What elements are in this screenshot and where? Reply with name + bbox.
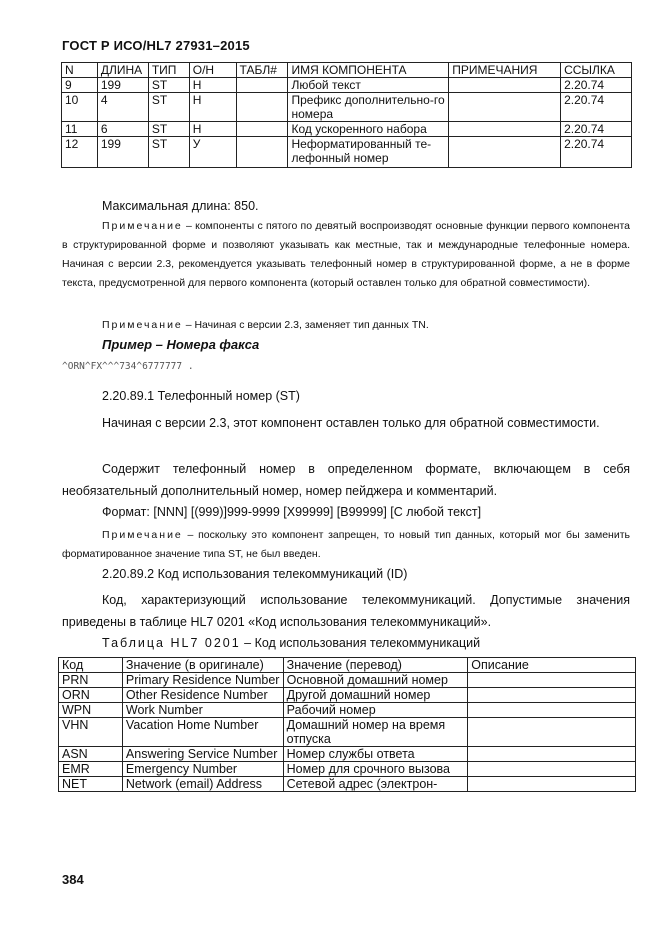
table-cell: ST xyxy=(148,122,189,137)
example-code: ^ORN^FX^^^734^6777777 . xyxy=(62,361,194,372)
table-cell: 2.20.74 xyxy=(561,78,632,93)
table-cell: 4 xyxy=(97,93,148,122)
section-1-paragraph-2: Содержит телефонный номер в определенном формате, включающем в себя необязательный дополнительный номер, номер пейджера и комментарий. xyxy=(62,462,630,498)
table-cell: Primary Residence Number xyxy=(122,673,283,688)
table-cell xyxy=(468,688,636,703)
column-header: N xyxy=(62,63,98,78)
table-cell xyxy=(468,718,636,747)
table-cell xyxy=(236,78,288,93)
table-cell: Work Number xyxy=(122,703,283,718)
note-text: – компоненты с пятого по девятый воспроизводят основные функции первого компонента в структурированной форме и позволяют указывать как местные, так и международные телефонные номера. Начиная с версии 2.3, рекомендуется указывать телефонный номер в структурированной форме, а не в форме текста, предусмотренной для первого компонента (который оставлен только для обратной совместимости). xyxy=(62,220,630,289)
table-cell xyxy=(449,78,561,93)
table-cell: 6 xyxy=(97,122,148,137)
table-cell: Answering Service Number xyxy=(122,747,283,762)
table-cell: ORN xyxy=(59,688,123,703)
table-cell: Другой домашний номер xyxy=(283,688,468,703)
table-header-row xyxy=(59,658,636,673)
table-caption-label: Таблица HL7 0201 xyxy=(102,636,241,650)
column-header: ИМЯ КОМПОНЕНТА xyxy=(288,63,449,78)
column-header: ДЛИНА xyxy=(97,63,148,78)
table-row xyxy=(59,718,636,747)
table-cell xyxy=(468,747,636,762)
note-1 xyxy=(62,217,630,293)
table-cell: VHN xyxy=(59,718,123,747)
table-cell: ST xyxy=(148,93,189,122)
table-row xyxy=(62,93,632,122)
column-header: Описание xyxy=(468,658,636,673)
table-cell: Сетевой адрес (электрон- xyxy=(283,777,468,792)
table-cell: 9 xyxy=(62,78,98,93)
column-header: Код xyxy=(59,658,123,673)
table-cell: ST xyxy=(148,137,189,168)
table-row xyxy=(59,747,636,762)
table-cell xyxy=(236,93,288,122)
note-3 xyxy=(62,526,630,564)
column-header: О/Н xyxy=(189,63,236,78)
table-row xyxy=(62,122,632,137)
table-row xyxy=(59,777,636,792)
table-cell: EMR xyxy=(59,762,123,777)
table-cell: Домашний номер на время отпуска xyxy=(283,718,468,747)
table-cell: 199 xyxy=(97,137,148,168)
table-row xyxy=(62,78,632,93)
table-row xyxy=(62,137,632,168)
example-title: Пример – Номера факса xyxy=(102,337,260,352)
section-1-paragraph-1: Начиная с версии 2.3, этот компонент оставлен только для обратной совместимости. xyxy=(102,416,600,430)
table-caption-text: – Код использования телекоммуникаций xyxy=(240,636,481,650)
table-cell xyxy=(449,93,561,122)
table-cell: Основной домашний номер xyxy=(283,673,468,688)
table-cell xyxy=(236,122,288,137)
telecom-use-code-table xyxy=(58,657,636,792)
table-cell: NET xyxy=(59,777,123,792)
column-header: ССЫЛКА xyxy=(561,63,632,78)
column-header: ТАБЛ# xyxy=(236,63,288,78)
column-header: Значение (в оригинале) xyxy=(122,658,283,673)
note-2 xyxy=(102,316,429,335)
table-row xyxy=(59,762,636,777)
table-cell: Неформатированный те-лефонный номер xyxy=(288,137,449,168)
table-cell: WPN xyxy=(59,703,123,718)
format-line: Формат: [NNN] [(999)]999-9999 [X99999] [B99999] [С любой текст] xyxy=(102,505,482,519)
table-cell: 10 xyxy=(62,93,98,122)
table-header-row xyxy=(62,63,632,78)
table-cell: Код ускоренного набора xyxy=(288,122,449,137)
table-cell: Network (email) Address xyxy=(122,777,283,792)
table-cell: 199 xyxy=(97,78,148,93)
table-cell: 2.20.74 xyxy=(561,137,632,168)
max-length-text: Максимальная длина: 850. xyxy=(102,199,259,213)
table-cell: Н xyxy=(189,122,236,137)
table-row xyxy=(59,688,636,703)
note-label: Примечание xyxy=(102,319,183,331)
page-header: ГОСТ Р ИСО/HL7 27931–2015 xyxy=(62,38,250,53)
table-cell xyxy=(468,777,636,792)
table-cell: 2.20.74 xyxy=(561,93,632,122)
section-title-1: 2.20.89.1 Телефонный номер (ST) xyxy=(102,389,300,403)
table-cell: Номер службы ответа xyxy=(283,747,468,762)
section-title-2: 2.20.89.2 Код использования телекоммуникаций (ID) xyxy=(102,567,408,581)
table-row xyxy=(59,703,636,718)
table-cell xyxy=(468,762,636,777)
table-cell: Emergency Number xyxy=(122,762,283,777)
table-cell: 12 xyxy=(62,137,98,168)
table-cell: Vacation Home Number xyxy=(122,718,283,747)
table-cell: Номер для срочного вызова xyxy=(283,762,468,777)
column-header: ТИП xyxy=(148,63,189,78)
table-cell xyxy=(236,137,288,168)
table-cell xyxy=(449,137,561,168)
table-cell: ASN xyxy=(59,747,123,762)
column-header: ПРИМЕЧАНИЯ xyxy=(449,63,561,78)
table-cell xyxy=(468,703,636,718)
table-cell xyxy=(468,673,636,688)
note-text: – поскольку это компонент запрещен, то новый тип данных, который мог бы заменить форматированное значение типа ST, не был введен. xyxy=(62,529,630,560)
table-cell: 11 xyxy=(62,122,98,137)
note-text: – Начиная с версии 2.3, заменяет тип данных TN. xyxy=(182,319,429,331)
table-cell: Любой текст xyxy=(288,78,449,93)
table-cell: Префикс дополнительно-го номера xyxy=(288,93,449,122)
section-2-paragraph: Код, характеризующий использование телекоммуникаций. Допустимые значения приведены в таблице HL7 0201 «Код использования телекоммуникаций». xyxy=(62,593,630,629)
table-cell: Рабочий номер xyxy=(283,703,468,718)
components-table xyxy=(61,62,632,168)
table-cell: ST xyxy=(148,78,189,93)
table-cell xyxy=(449,122,561,137)
table-row xyxy=(59,673,636,688)
table-cell: Other Residence Number xyxy=(122,688,283,703)
table-cell: Н xyxy=(189,78,236,93)
table-cell: У xyxy=(189,137,236,168)
table-cell: PRN xyxy=(59,673,123,688)
table-cell: 2.20.74 xyxy=(561,122,632,137)
note-label: Примечание xyxy=(102,220,183,232)
column-header: Значение (перевод) xyxy=(283,658,468,673)
table-caption xyxy=(102,635,480,651)
note-label: Примечание xyxy=(102,529,183,541)
page-number: 384 xyxy=(62,872,84,887)
table-cell: Н xyxy=(189,93,236,122)
